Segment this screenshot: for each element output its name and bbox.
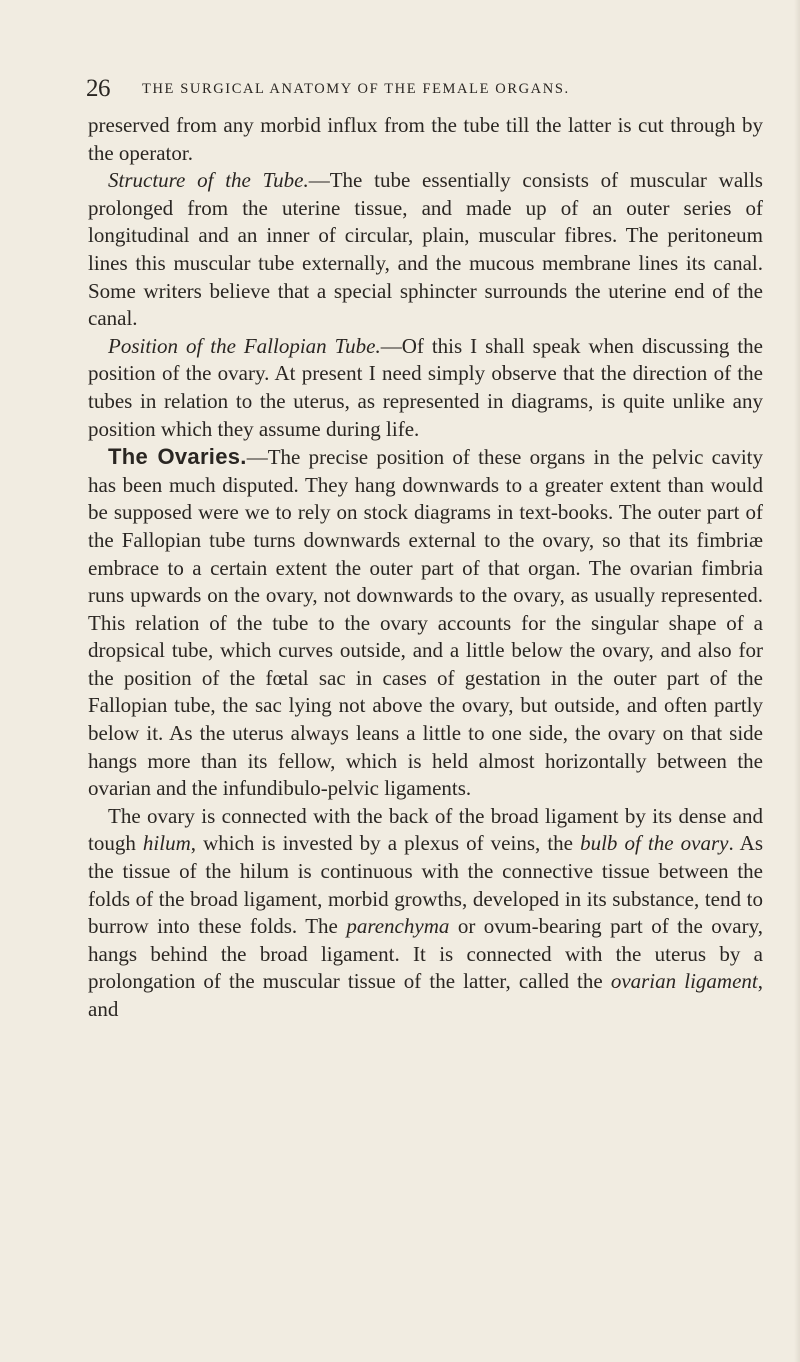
- body-text: [88, 112, 763, 1024]
- paragraph-position-of-tube: [88, 333, 763, 443]
- section-heading-position: Position of the Fallopian Tube.: [108, 333, 381, 358]
- text-run: or ovum-bearing part of the ovary, hangs behind the broad ligament. It is connected with the uterus by a prolongation of the muscular tissue of the latter, called the: [88, 914, 763, 994]
- page-edge-shadow: [794, 0, 800, 1362]
- paragraph-text: —The precise position of these organs in the pelvic cavity has been much disputed. They hang downwards to a greater extent than would be supposed were we to rely on stock diagrams in text-books. The outer part of the Fallopian tube turns downwards external to the ovary, so that its fimbriæ embrace to a certain extent the outer part of that organ. The ovarian fimbria runs upwards on the ovary, not downwards to the ovary, as usually represented. This relation of the tube to the ovary accounts for the singular shape of a dropsical tube, which curves outside, and a little below the ovary, and also for the position of the fœtal sac in cases of gestation in the outer part of the Fallopian tube, the sac lying not above the ovary, but outside, and often partly below it. As the uterus always leans a little to one side, the ovary on that side hangs more than its fellow, which is held almost horizontally between the ovarian and the infundibulo-pelvic ligaments.: [88, 445, 763, 801]
- term-hilum: hilum: [142, 831, 191, 856]
- running-title: THE SURGICAL ANATOMY OF THE FEMALE ORGANS.: [142, 81, 570, 97]
- term-ovarian-ligament: ovarian ligament: [610, 969, 758, 994]
- paragraph-ovary-connection: [88, 803, 763, 1024]
- paragraph-structure-of-tube: [88, 167, 763, 333]
- running-head: [88, 74, 763, 108]
- paragraph-1: preserved from any morbid influx from the tube till the latter is cut through by the operator.: [88, 113, 763, 165]
- term-parenchyma: parenchyma: [346, 914, 450, 939]
- text-run: The ovary is connected with the back of the broad ligament by its dense and tough: [88, 803, 763, 856]
- section-heading-structure: Structure of the Tube.: [108, 168, 309, 193]
- section-heading-ovaries: The Ovaries.: [108, 444, 247, 470]
- paragraph-text: —Of this I shall speak when discussing the position of the ovary. At present I need simply observe that the direction of the tubes in relation to the uterus, as represented in diagrams, is quite unlike any position which they assume during life.: [88, 333, 763, 441]
- paragraph-text: —The tube essentially consists of muscular walls prolonged from the uterine tissue, and made up of an outer series of longitudinal and an inner of circular, plain, muscular fibres. The peritoneum lines this muscular tube externally, and the mucous membrane lines its canal. Some writers believe that a special sphincter surrounds the uterine end of the canal.: [88, 168, 763, 331]
- text-run: . As the tissue of the hilum is continuous with the connective tissue between the folds of the broad ligament, morbid growths, developed in its substance, tend to burrow into these folds. The: [88, 831, 764, 939]
- text-run: , and: [88, 969, 763, 1021]
- text-run: , which is invested by a plexus of veins, the: [190, 831, 581, 856]
- book-page: [88, 74, 763, 1024]
- paragraph-the-ovaries: [88, 443, 763, 803]
- page-number: 26: [86, 75, 110, 102]
- term-bulb-of-ovary: bulb of the ovary: [580, 831, 729, 856]
